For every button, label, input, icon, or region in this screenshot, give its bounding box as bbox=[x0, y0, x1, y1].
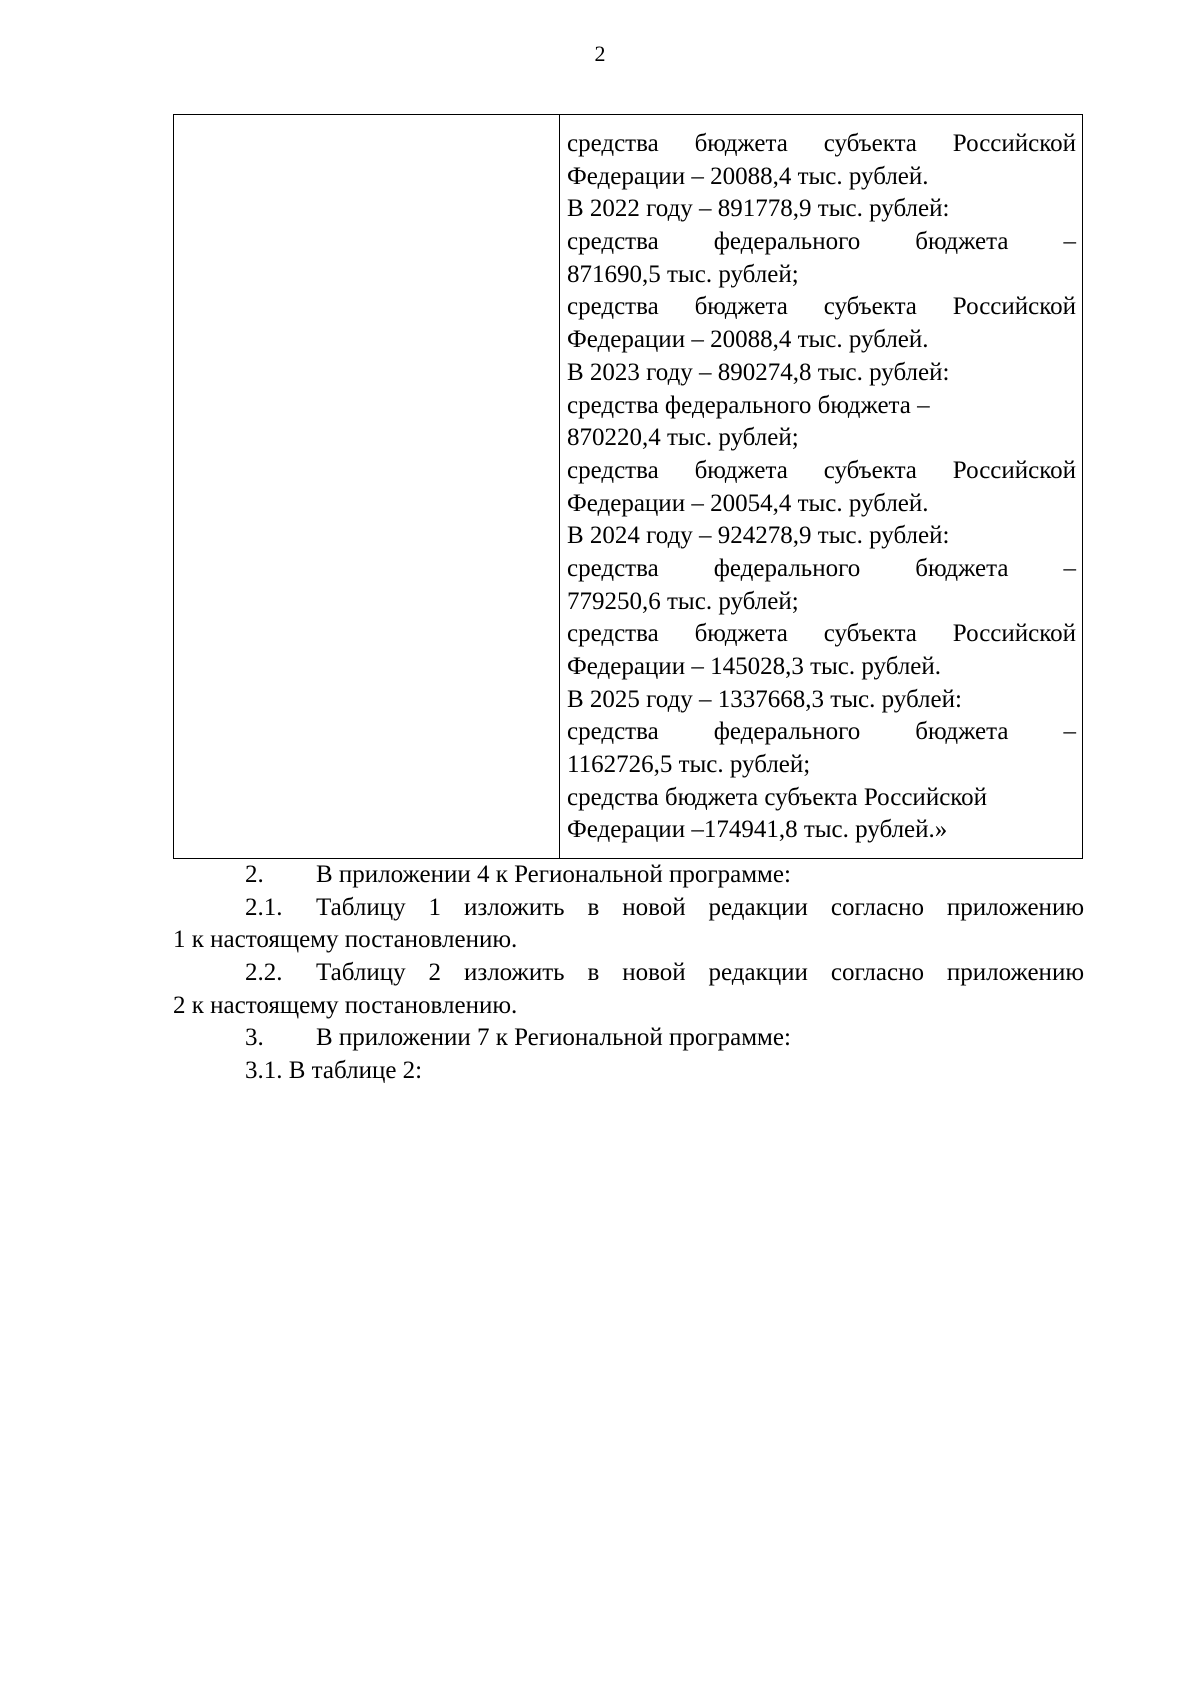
table-text-line: В 2022 году – 891778,9 тыс. рублей: bbox=[567, 195, 950, 223]
item-2-1-number: 2.1. bbox=[245, 893, 283, 921]
table-text-line: средства бюджета субъекта Российской bbox=[567, 130, 1076, 157]
item-2-2-text: Таблицу 2 изложить в новой редакции согласно приложению bbox=[316, 959, 1084, 987]
item-2-text: В приложении 4 к Региональной программе: bbox=[316, 861, 791, 888]
table-text-line: 779250,6 тыс. рублей; bbox=[567, 587, 799, 615]
table-text-line: средства бюджета субъекта Российской bbox=[567, 293, 1076, 321]
item-2-1-line-1 bbox=[173, 892, 1084, 925]
table-text-line: 1162726,5 тыс. рублей; bbox=[567, 751, 811, 779]
table-text-line: средства федерального бюджета – bbox=[567, 391, 930, 419]
table-text-line: средства бюджета субъекта Российской bbox=[567, 456, 1076, 484]
table-text-line: Федерации – 20054,4 тыс. рублей. bbox=[567, 489, 929, 517]
item-2-2-number: 2.2. bbox=[245, 959, 283, 987]
document-body bbox=[173, 859, 1084, 1088]
funding-table bbox=[173, 114, 1083, 859]
table-text-line: средства федерального бюджета – bbox=[567, 718, 1076, 746]
item-3-number: 3. bbox=[245, 1024, 264, 1052]
table-text-line: средства федерального бюджета – bbox=[567, 228, 1076, 256]
item-2-2-line-1 bbox=[173, 957, 1084, 990]
table-text-line: 871690,5 тыс. рублей; bbox=[567, 260, 799, 288]
table-text-line: Федерации – 145028,3 тыс. рублей. bbox=[567, 653, 942, 680]
table-text-line: В 2024 году – 924278,9 тыс. рублей: bbox=[567, 522, 950, 550]
item-2-2-line-2: 2 к настоящему постановлению. bbox=[173, 991, 518, 1019]
item-3 bbox=[173, 1022, 1084, 1055]
table-text-line: В 2025 году – 1337668,3 тыс. рублей: bbox=[567, 685, 962, 713]
page-number: 2 bbox=[594, 41, 606, 66]
item-3-text: В приложении 7 к Региональной программе: bbox=[316, 1024, 791, 1052]
table-text-line: средства бюджета субъекта Российской bbox=[567, 620, 1076, 648]
item-2-1-text: Таблицу 1 изложить в новой редакции согласно приложению bbox=[316, 893, 1084, 921]
item-3-1 bbox=[173, 1055, 1084, 1088]
table-right-cell bbox=[560, 115, 1082, 858]
table-text-line: средства федерального бюджета – bbox=[567, 554, 1076, 582]
table-text-line: В 2023 году – 890274,8 тыс. рублей: bbox=[567, 358, 950, 386]
table-text-line: Федерации – 20088,4 тыс. рублей. bbox=[567, 162, 929, 190]
table-text-line: средства бюджета субъекта Российской bbox=[567, 783, 988, 811]
table-text-line: 870220,4 тыс. рублей; bbox=[567, 424, 799, 452]
table-left-cell bbox=[174, 115, 560, 858]
table-text-line: Федерации – 20088,4 тыс. рублей. bbox=[567, 326, 929, 354]
item-2-number: 2. bbox=[245, 861, 264, 888]
table-text-line: Федерации –174941,8 тыс. рублей.» bbox=[567, 816, 948, 844]
item-3-1-text: 3.1. В таблице 2: bbox=[245, 1057, 423, 1085]
item-2-1-line-2: 1 к настоящему постановлению. bbox=[173, 926, 518, 954]
item-2 bbox=[173, 859, 1084, 892]
